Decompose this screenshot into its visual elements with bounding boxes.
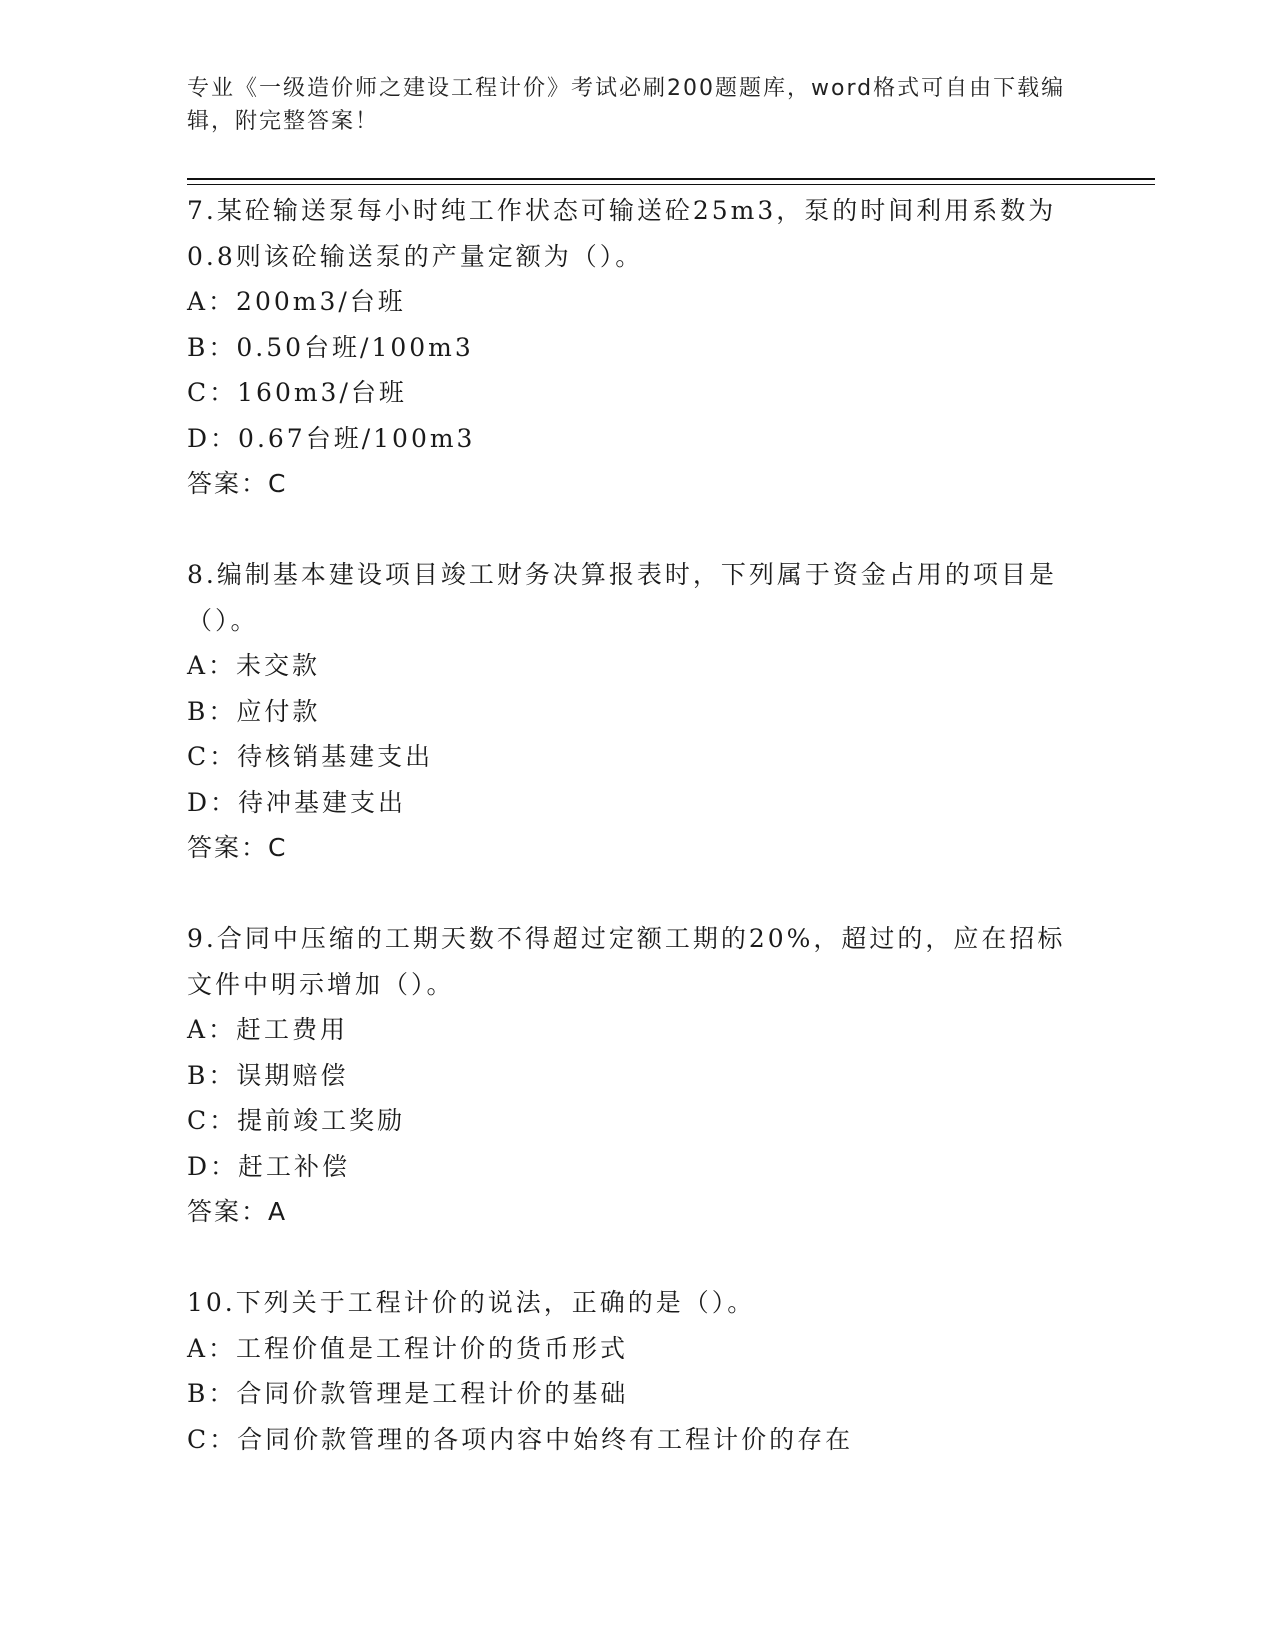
question-10 <box>187 1280 1087 1462</box>
answer-line: 答案：C <box>187 469 288 498</box>
question-stem: 8.编制基本建设项目竣工财务决算报表时，下列属于资金占用的项目是（）。 <box>187 560 1057 635</box>
question-9 <box>187 916 1087 1234</box>
answer-line: 答案：C <box>187 833 288 862</box>
question-list <box>187 188 1087 1462</box>
option-b: B：应付款 <box>187 696 321 726</box>
option-c: C：待核销基建支出 <box>187 742 434 771</box>
question-spacer <box>187 506 1087 552</box>
question-spacer <box>187 870 1087 916</box>
option-c: C：合同价款管理的各项内容中始终有工程计价的存在 <box>187 1424 854 1454</box>
question-spacer <box>187 1234 1087 1280</box>
option-b: B：误期赔偿 <box>187 1060 349 1090</box>
option-d: D：0.67台班/100m3 <box>187 423 476 453</box>
option-b: B：0.50台班/100m3 <box>187 332 474 362</box>
option-a: A：工程价值是工程计价的货币形式 <box>187 1333 629 1363</box>
question-stem: 10.下列关于工程计价的说法，正确的是（）。 <box>187 1288 756 1317</box>
option-a: A：200m3/台班 <box>187 287 406 316</box>
option-c: C：提前竣工奖励 <box>187 1106 406 1135</box>
header-divider-thin <box>187 184 1155 185</box>
header-divider-thick <box>187 178 1155 180</box>
option-a: A：未交款 <box>187 651 321 680</box>
option-c: C：160m3/台班 <box>187 378 407 407</box>
option-d: D：待冲基建支出 <box>187 787 407 817</box>
option-d: D：赶工补偿 <box>187 1151 351 1181</box>
question-stem: 9.合同中压缩的工期天数不得超过定额工期的20%，超过的，应在招标文件中明示增加（）。 <box>187 924 1066 999</box>
document-header: 专业《一级造价师之建设工程计价》考试必刷200题题库，word格式可自由下载编辑，附完整答案！ <box>187 76 1066 134</box>
question-stem: 7.某砼输送泵每小时纯工作状态可输送砼25m3，泵的时间利用系数为0.8则该砼输送泵的产量定额为（）。 <box>187 196 1057 271</box>
option-a: A：赶工费用 <box>187 1015 349 1044</box>
answer-line: 答案：A <box>187 1197 288 1226</box>
question-7 <box>187 188 1087 506</box>
question-8 <box>187 552 1087 870</box>
option-b: B：合同价款管理是工程计价的基础 <box>187 1379 629 1408</box>
